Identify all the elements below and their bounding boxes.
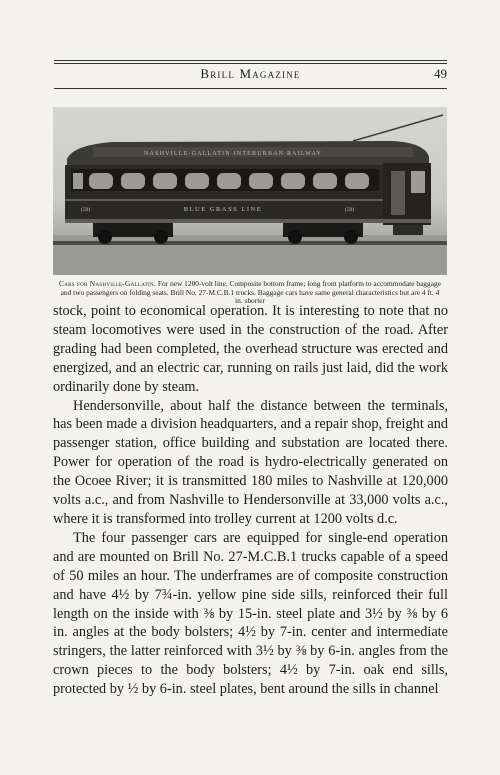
- running-header-title: Brill Magazine: [200, 66, 301, 81]
- roof-lettering: NASHVILLE-GALLATIN INTERURBAN RAILWAY: [143, 151, 323, 157]
- car-number-left: (59): [81, 207, 91, 213]
- side-lettering: BLUE GRASS LINE: [183, 206, 263, 213]
- header-rule-top: [54, 60, 447, 61]
- header-rule-bottom: [54, 88, 447, 89]
- page-number: 49: [434, 66, 447, 81]
- caption-text: For new 1200-volt line. Composite bottom frame; long front platform to accommodate baggage and two passengers on folding seats. Brill No. 27-M.C.B.1 trucks. Baggage cars have same general characteristics but are 4 ft. 4 in. shorter: [60, 279, 441, 306]
- header-rule-top-inner: [54, 63, 447, 64]
- body-paragraph: The four passenger cars are equipped for single-end operation and are mounted on Brill No. 27-M.C.B.1 trucks capable of a speed of 50 miles an hour. The underframes are of composite construction and have 4½ by 7¾-in. yellow pine side sills, reinforced their full length on the inside with ⅜ by 15-in. steel plate and 3½ by ⅜ by 6 in. angles at the body bolsters; 4½ by 7-in. center and intermediate stringers, the latter reinforced with 3½ by ⅜ by 6-in. angles from the crown pieces to the body bolsters; 4½ by 7-in. oak end sills, protected by ½ by 6-in. steel plates, bent around the sills in channel: [53, 529, 448, 698]
- article-body: [53, 302, 448, 699]
- car-number-right: (59): [345, 207, 355, 213]
- interurban-car-photo: [53, 107, 447, 275]
- body-paragraph: Hendersonville, about half the distance between the terminals, has been made a division headquarters, and a repair shop, freight and passenger station, office building and substation are located there. Power for operation of the road is hydro-electrically generated on the Ocoee River; it is transmitted 180 miles to Nashville at 120,000 volts a.c., and from Nashville to Hendersonville at 33,000 volts a.c., where it is transformed into trolley current at 1200 volts d.c.: [53, 397, 449, 527]
- caption-title: Cars for Nashville-Gallatin.: [59, 279, 157, 288]
- body-paragraph: stock, point to economical operation. It is interesting to note that no steam locomotives were used in the construction of the road. After grading had been completed, the overhead structure was erected and energized, and an electric car, running on rails just laid, did the work ordinarily done by steam.: [53, 303, 448, 395]
